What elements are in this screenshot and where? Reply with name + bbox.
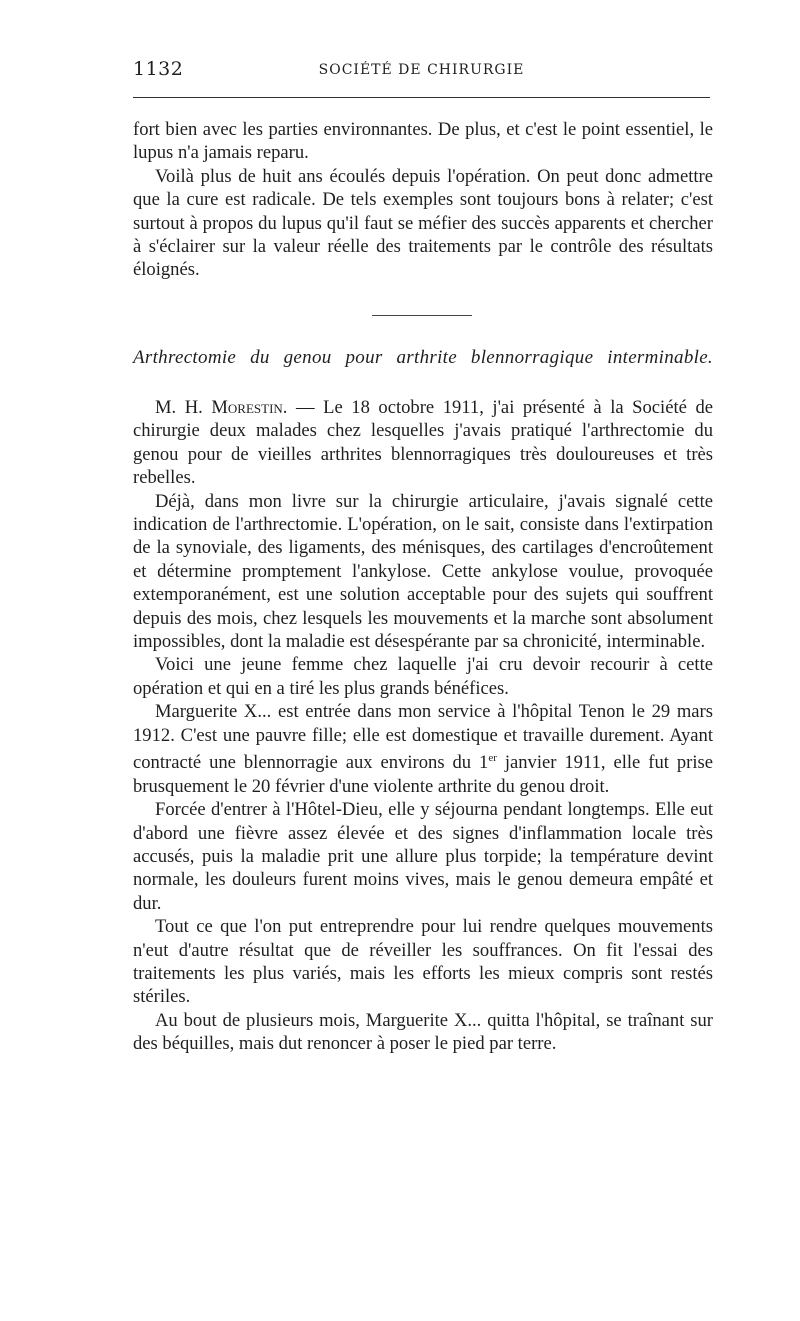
body-paragraph: Au bout de plusieurs mois, Marguerite X... quitta l'hôpital, se traînant sur des béquilles, mais dut renoncer à poser le pied par terre. bbox=[133, 1009, 713, 1055]
running-head bbox=[133, 58, 710, 86]
page-number: 1132 bbox=[133, 58, 184, 80]
speaker-name: Morestin bbox=[211, 397, 283, 418]
intro-paragraph: Voilà plus de huit ans écoulés depuis l'opération. On peut donc admettre que la cure est radicale. De tels exemples sont toujours bons à relater; c'est surtout à propos du lupus qu'il faut se méfier des succès apparents et chercher à s'éclairer sur la valeur réelle des traitements par le contrôle des résultats éloignés. bbox=[133, 165, 713, 281]
article-body bbox=[133, 396, 713, 1056]
section-title: Arthrectomie du genou pour arthrite blennorragique interminable. bbox=[133, 347, 713, 368]
case-text-after: janvier 1911, elle fut prise brusquement le 20 février d'une violente arthrite du genou droit. bbox=[133, 752, 713, 797]
opening-text: . — Le 18 octobre 1911, j'ai présenté à la Société de chirurgie deux malades chez lesquelles j'avais pratiqué l'arthrectomie du genou pour de vieilles arthrites blennorragiques très douloureuses et très rebelles. bbox=[133, 397, 713, 489]
opening-paragraph bbox=[133, 396, 713, 490]
speaker-prefix: M. H. bbox=[155, 397, 212, 418]
case-text-before: Marguerite X... est entrée dans mon service à l'hôpital Tenon le 29 mars 1912. C'est une pauvre fille; elle est domestique et travaille durement. Ayant contracté une blennorragie aux environs du 1 bbox=[133, 701, 713, 774]
section-divider bbox=[372, 315, 472, 316]
body-paragraph: Tout ce que l'on put entreprendre pour lui rendre quelques mouvements n'eut d'autre résultat que de réveiller les souffrances. On fit l'essai des traitements les plus variés, mais les efforts les mieux compris sont restés stériles. bbox=[133, 916, 713, 1008]
running-head-title: SOCIÉTÉ DE CHIRURGIE bbox=[318, 62, 525, 78]
body-paragraph: Forcée d'entrer à l'Hôtel-Dieu, elle y séjourna pendant longtemps. Elle eut d'abord une fièvre assez élevée et des signes d'inflammation locale très accusés, puis la maladie prit une allure plus torpide; la température devint normale, les douleurs furent moins vives, mais le genou demeura empâté et dur. bbox=[133, 799, 713, 914]
body-paragraph: Voici une jeune femme chez laquelle j'ai cru devoir recourir à cette opération et qui en a tiré les plus grands bénéfices. bbox=[133, 654, 713, 699]
intro-text bbox=[133, 118, 713, 282]
body-paragraph: Déjà, dans mon livre sur la chirurgie articulaire, j'avais signalé cette indication de l'arthrectomie. L'opération, on le sait, consiste dans l'extirpation de la synoviale, des ligaments, des ménisques, des cartilages d'encroûtement et détermine promptement l'ankylose. Cette ankylose voulue, provoquée extemporanément, est une solution acceptable pour des sujets qui souffrent depuis des mois, chez lesquels les mouvements et la marche sont absolument impossibles, dont la maladie est désespérante par sa chronicité, interminable. bbox=[133, 490, 713, 653]
header-rule bbox=[133, 97, 710, 98]
intro-paragraph: fort bien avec les parties environnantes. De plus, et c'est le point essentiel, le lupus n'a jamais reparu. bbox=[133, 119, 713, 164]
case-paragraph bbox=[133, 700, 713, 798]
ordinal-superscript: er bbox=[488, 752, 497, 765]
